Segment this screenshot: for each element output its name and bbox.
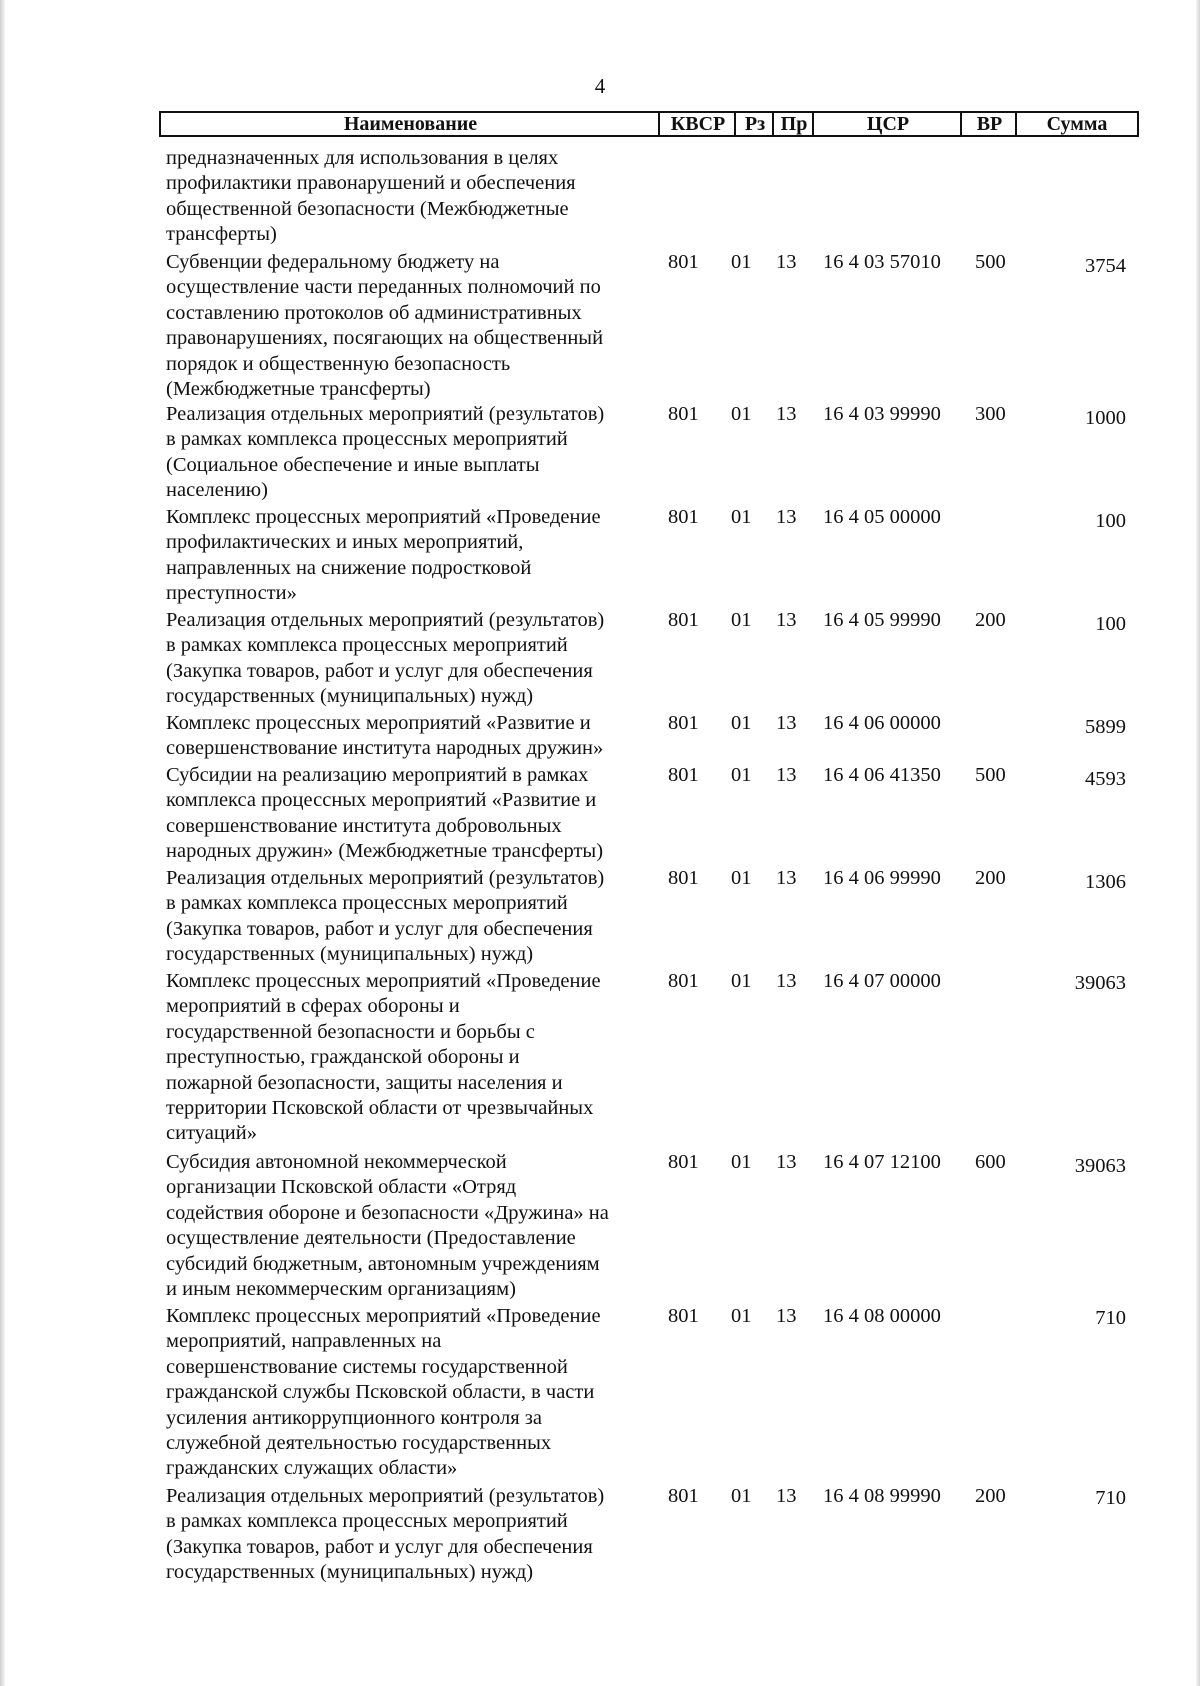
row-csr: 16 4 05 00000 [823, 506, 941, 528]
row-name-line: ситуаций» [166, 1122, 257, 1145]
row-name-line: профилактики правонарушений и обеспечения [166, 172, 576, 195]
row-name-line: Реализация отдельных мероприятий (результатов) [166, 867, 605, 889]
row-name-line: предназначенных для использования в целях [166, 147, 559, 169]
row-kvsr: 801 [668, 764, 699, 786]
row-rz: 01 [731, 970, 752, 992]
row-name-line: государственных (муниципальных) нужд) [166, 685, 534, 708]
row-name [166, 866, 646, 968]
row-pr: 13 [776, 403, 797, 425]
row-kvsr: 801 [668, 1151, 699, 1173]
row-kvsr: 801 [668, 403, 699, 425]
row-name-line: направленных на снижение подростковой [166, 556, 532, 579]
header-rz: Рз [744, 113, 766, 135]
row-name-line: Субсидии на реализацию мероприятий в рамках [166, 764, 589, 786]
row-name [166, 250, 646, 402]
row-pr: 13 [776, 1151, 797, 1173]
row-name [166, 763, 646, 865]
row-name-line: субсидий бюджетным, автономным учреждениям [166, 1252, 600, 1275]
row-pr: 13 [776, 970, 797, 992]
row-name-line: усиления антикоррупционного контроля за [166, 1406, 542, 1429]
row-name [166, 969, 646, 1147]
row-name-line: в рамках комплекса процессных мероприятий [166, 1510, 568, 1533]
row-vr: 600 [975, 1151, 1006, 1173]
row-name-line: преступности» [166, 582, 297, 605]
row-name [166, 1150, 646, 1302]
row-pr: 13 [776, 1485, 797, 1507]
row-csr: 16 4 08 99990 [823, 1485, 941, 1507]
page-number: 4 [594, 74, 606, 98]
row-name-line: осуществление части переданных полномочий по [166, 276, 601, 299]
row-name-line: в рамках комплекса процессных мероприятий [166, 634, 568, 657]
row-kvsr: 801 [668, 1305, 699, 1327]
row-pr: 13 [776, 506, 797, 528]
row-name-line: пожарной безопасности, защиты населения и [166, 1071, 563, 1094]
row-csr: 16 4 07 12100 [823, 1151, 941, 1173]
row-pr: 13 [776, 712, 797, 734]
row-name-line: совершенствование института народных дружин» [166, 737, 604, 760]
row-rz: 01 [731, 251, 752, 273]
row-name-line: (Социальное обеспечение и иные выплаты [166, 453, 540, 476]
row-rz: 01 [731, 712, 752, 734]
row-name [166, 608, 646, 710]
row-rz: 01 [731, 609, 752, 631]
header-sum: Сумма [1046, 113, 1108, 135]
row-sum: 710 [1095, 1487, 1126, 1509]
scan-edge-left [0, 0, 5, 1686]
row-kvsr: 801 [668, 712, 699, 734]
row-name-line: государственных (муниципальных) нужд) [166, 1561, 534, 1584]
row-kvsr: 801 [668, 867, 699, 889]
row-name-line: трансферты) [166, 223, 277, 246]
row-name-line: (Межбюджетные трансферты) [166, 378, 431, 401]
row-name-line: общественной безопасности (Межбюджетные [166, 197, 569, 220]
row-sum: 710 [1095, 1307, 1126, 1329]
row-pr: 13 [776, 1305, 797, 1327]
row-sum: 39063 [1074, 972, 1126, 994]
row-name-line: Субвенции федеральному бюджету на [166, 251, 500, 273]
row-sum: 1306 [1085, 871, 1126, 893]
row-csr: 16 4 06 41350 [823, 764, 941, 786]
row-name-line: Комплекс процессных мероприятий «Проведение [166, 1305, 601, 1327]
row-vr: 300 [975, 403, 1006, 425]
header-pr: Пр [780, 113, 808, 135]
row-sum: 100 [1095, 613, 1126, 635]
header-csr: ЦСР [866, 113, 910, 135]
row-name-line: гражданских служащих области» [166, 1457, 458, 1480]
row-name-line: мероприятий, направленных на [166, 1330, 442, 1353]
row-name-line: Субсидия автономной некоммерческой [166, 1151, 507, 1173]
row-name-line: Комплекс процессных мероприятий «Проведение [166, 970, 601, 992]
row-kvsr: 801 [668, 609, 699, 631]
row-name-line: населению) [166, 479, 268, 502]
row-sum: 3754 [1085, 255, 1126, 277]
row-csr: 16 4 03 99990 [823, 403, 941, 425]
row-name-line: Реализация отдельных мероприятий (результатов) [166, 609, 605, 631]
row-name-line: в рамках комплекса процессных мероприятий [166, 892, 568, 915]
row-name-line: комплекса процессных мероприятий «Развитие и [166, 789, 597, 812]
row-vr: 200 [975, 1485, 1006, 1507]
row-rz: 01 [731, 506, 752, 528]
row-vr: 200 [975, 609, 1006, 631]
row-kvsr: 801 [668, 506, 699, 528]
row-name-line: содействия обороне и безопасности «Дружина» на [166, 1201, 609, 1224]
row-name-line: составлению протоколов об административных [166, 301, 582, 324]
row-name [166, 505, 646, 607]
row-name-line: (Закупка товаров, работ и услуг для обеспечения [166, 1535, 593, 1558]
row-rz: 01 [731, 1485, 752, 1507]
row-csr: 16 4 07 00000 [823, 970, 941, 992]
row-name-line: правонарушениях, посягающих на общественный [166, 327, 604, 350]
row-name-line: государственных (муниципальных) нужд) [166, 943, 534, 966]
row-name-line: территории Псковской области от чрезвычайных [166, 1097, 594, 1120]
row-name-line: в рамках комплекса процессных мероприятий [166, 428, 568, 451]
row-rz: 01 [731, 1305, 752, 1327]
row-rz: 01 [731, 764, 752, 786]
row-csr: 16 4 03 57010 [823, 251, 941, 273]
row-name [166, 1304, 646, 1482]
row-kvsr: 801 [668, 970, 699, 992]
row-sum: 1000 [1085, 407, 1126, 429]
row-name-line: совершенствование института добровольных [166, 814, 562, 837]
row-name-line: служебной деятельностью государственных [166, 1432, 552, 1455]
row-name [166, 402, 646, 504]
row-name [166, 1484, 646, 1586]
row-name-line: народных дружин» (Межбюджетные трансферты) [166, 840, 604, 863]
row-name-line: Комплекс процессных мероприятий «Проведение [166, 506, 601, 528]
row-kvsr: 801 [668, 251, 699, 273]
row-name-line: (Закупка товаров, работ и услуг для обеспечения [166, 659, 593, 682]
header-name: Наименование [343, 113, 478, 135]
row-kvsr: 801 [668, 1485, 699, 1507]
row-sum: 39063 [1074, 1155, 1126, 1177]
row-name-line: мероприятий в сферах обороны и [166, 995, 460, 1018]
row-csr: 16 4 06 99990 [823, 867, 941, 889]
header-vr: ВР [976, 113, 1003, 135]
row-name-line: осуществление деятельности (Предоставление [166, 1227, 576, 1250]
row-name [166, 146, 646, 248]
row-vr: 500 [975, 251, 1006, 273]
row-csr: 16 4 08 00000 [823, 1305, 941, 1327]
row-name [166, 711, 646, 762]
table-header [159, 111, 1139, 137]
row-vr: 200 [975, 867, 1006, 889]
header-kvsr: КВСР [670, 113, 726, 135]
row-sum: 4593 [1085, 768, 1126, 790]
row-name-line: Реализация отдельных мероприятий (результатов) [166, 403, 605, 425]
row-rz: 01 [731, 403, 752, 425]
row-name-line: совершенствование системы государственной [166, 1355, 568, 1378]
row-pr: 13 [776, 764, 797, 786]
row-name-line: профилактических и иных мероприятий, [166, 531, 524, 554]
row-sum: 100 [1095, 510, 1126, 532]
row-name-line: преступностью, гражданской обороны и [166, 1046, 520, 1069]
row-name-line: организации Псковской области «Отряд [166, 1176, 517, 1199]
row-name-line: Комплекс процессных мероприятий «Развитие и [166, 712, 591, 734]
row-name-line: порядок и общественную безопасность [166, 352, 511, 375]
row-sum: 5899 [1085, 716, 1126, 738]
row-pr: 13 [776, 609, 797, 631]
row-name-line: гражданской службы Псковской области, в части [166, 1381, 595, 1404]
row-csr: 16 4 05 99990 [823, 609, 941, 631]
row-rz: 01 [731, 867, 752, 889]
row-name-line: Реализация отдельных мероприятий (результатов) [166, 1485, 605, 1507]
row-name-line: и иным некоммерческим организациям) [166, 1278, 516, 1301]
row-name-line: государственной безопасности и борьбы с [166, 1020, 535, 1043]
row-rz: 01 [731, 1151, 752, 1173]
scan-edge-right [1196, 0, 1200, 1686]
row-vr: 500 [975, 764, 1006, 786]
row-name-line: (Закупка товаров, работ и услуг для обеспечения [166, 917, 593, 940]
row-pr: 13 [776, 867, 797, 889]
row-pr: 13 [776, 251, 797, 273]
row-csr: 16 4 06 00000 [823, 712, 941, 734]
